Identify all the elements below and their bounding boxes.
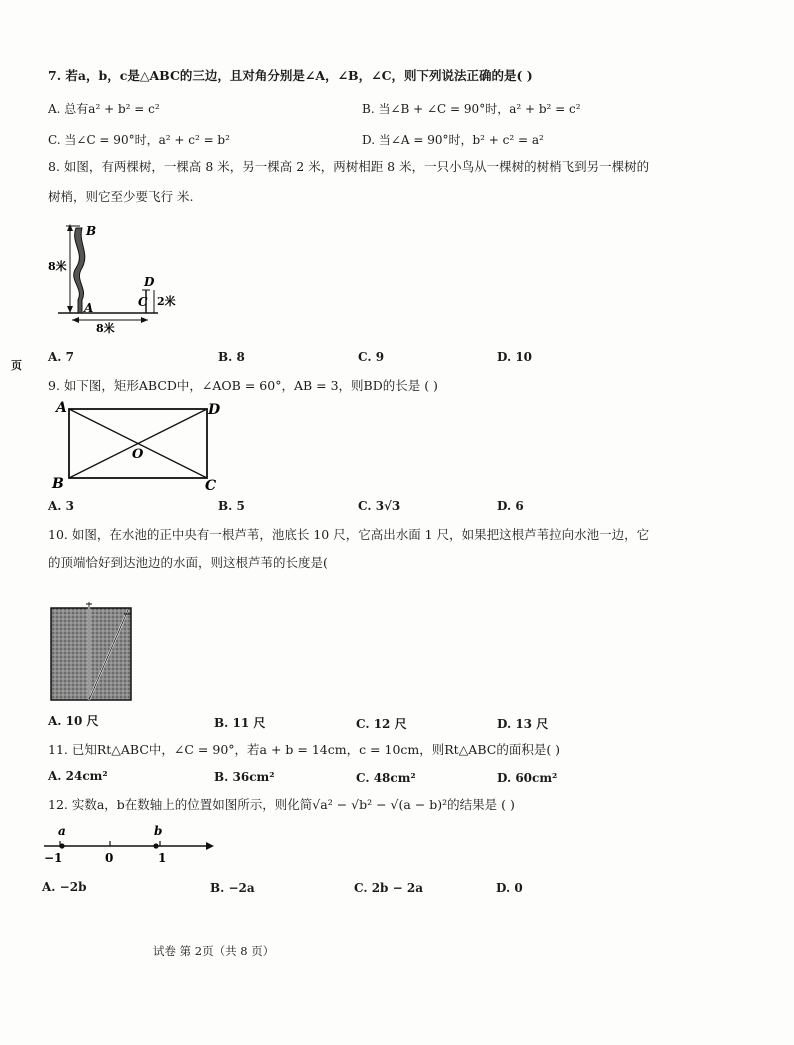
q11-option-d: D. 60cm² (497, 771, 558, 785)
q8-label-a: A (84, 301, 94, 315)
q8-option-a: A. 7 (48, 350, 75, 364)
margin-mark: 页 (11, 359, 22, 372)
q9-option-c: C. 3√3 (358, 499, 401, 513)
q10-stem-line2: 的顶端恰好到达池边的水面，则这根芦苇的长度是( (48, 555, 328, 570)
q9-rectangle-figure (48, 398, 228, 492)
q12-option-c: C. 2b − 2a (354, 881, 423, 895)
q12-tick-1: 1 (158, 851, 167, 865)
q12-tick-0: 0 (105, 851, 114, 865)
q8-height-short: 2米 (157, 295, 176, 308)
q10-option-b: B. 11 尺 (214, 716, 266, 730)
q8-option-d: D. 10 (497, 350, 533, 364)
page-footer: 试卷 第 2页（共 8 页） (153, 944, 275, 958)
q9-label-b: B (52, 476, 64, 492)
q11-stem: 11. 已知Rt△ABC中，∠C = 90°，若a + b = 14cm，c = 10cm，则Rt△ABC的面积是( ) (48, 742, 561, 757)
q8-label-b: B (86, 224, 97, 238)
q8-label-c: C (138, 295, 148, 309)
q9-label-c: C (205, 478, 217, 494)
q10-stem-line1: 10. 如图，在水池的正中央有一根芦苇，池底长 10 尺，它高出水面 1 尺，如果把这根芦苇拉向水池一边，它 (48, 527, 650, 542)
q8-option-b: B. 8 (218, 350, 245, 364)
q7-option-b: B. 当∠B + ∠C = 90°时，a² + b² = c² (362, 102, 581, 116)
q10-option-c: C. 12 尺 (356, 717, 407, 731)
q7-option-c: C. 当∠C = 90°时，a² + c² = b² (48, 133, 230, 147)
q8-height-tall: 8米 (48, 260, 67, 273)
q10-pond-figure (48, 600, 138, 704)
q8-trees-figure (48, 218, 188, 338)
q10-option-a: A. 10 尺 (48, 714, 99, 728)
q12-option-d: D. 0 (496, 881, 523, 895)
q9-label-o: O (132, 447, 144, 462)
q7-option-a: A. 总有a² + b² = c² (48, 102, 160, 116)
q8-distance: 8米 (96, 322, 115, 335)
q9-label-a: A (56, 400, 67, 416)
q12-tick-neg1: −1 (44, 851, 63, 865)
q8-stem-line1: 8. 如图，有两棵树，一棵高 8 米，另一棵高 2 米，两树相距 8 米，一只小鸟从一棵树的树梢飞到另一棵树的 (48, 159, 650, 174)
q8-label-d: D (144, 275, 155, 289)
q7-option-d: D. 当∠A = 90°时，b² + c² = a² (362, 133, 544, 147)
q9-option-b: B. 5 (218, 499, 245, 513)
q12-option-b: B. −2a (210, 881, 255, 895)
q7-stem: 7. 若a，b，c是△ABC的三边，且对角分别是∠A，∠B，∠C，则下列说法正确的是( ) (48, 68, 533, 83)
q9-label-d: D (208, 402, 221, 418)
q9-option-d: D. 6 (497, 499, 524, 513)
q9-option-a: A. 3 (48, 499, 75, 513)
q11-option-a: A. 24cm² (48, 769, 108, 783)
q9-stem: 9. 如下图，矩形ABCD中，∠AOB = 60°，AB = 3，则BD的长是 ( ) (48, 378, 438, 393)
q12-option-a: A. −2b (42, 880, 87, 894)
q11-option-c: C. 48cm² (356, 771, 416, 785)
q12-stem: 12. 实数a，b在数轴上的位置如图所示，则化简√a² − √b² − √(a − b)²的结果是 ( ) (48, 797, 515, 812)
q12-label-b: b (154, 824, 163, 838)
q8-option-c: C. 9 (358, 350, 385, 364)
q11-option-b: B. 36cm² (214, 770, 275, 784)
q12-label-a: a (58, 824, 66, 838)
q8-stem-line2: 树梢，则它至少要飞行 米. (48, 189, 194, 204)
q12-number-line (42, 822, 222, 870)
q10-option-d: D. 13 尺 (497, 717, 549, 731)
